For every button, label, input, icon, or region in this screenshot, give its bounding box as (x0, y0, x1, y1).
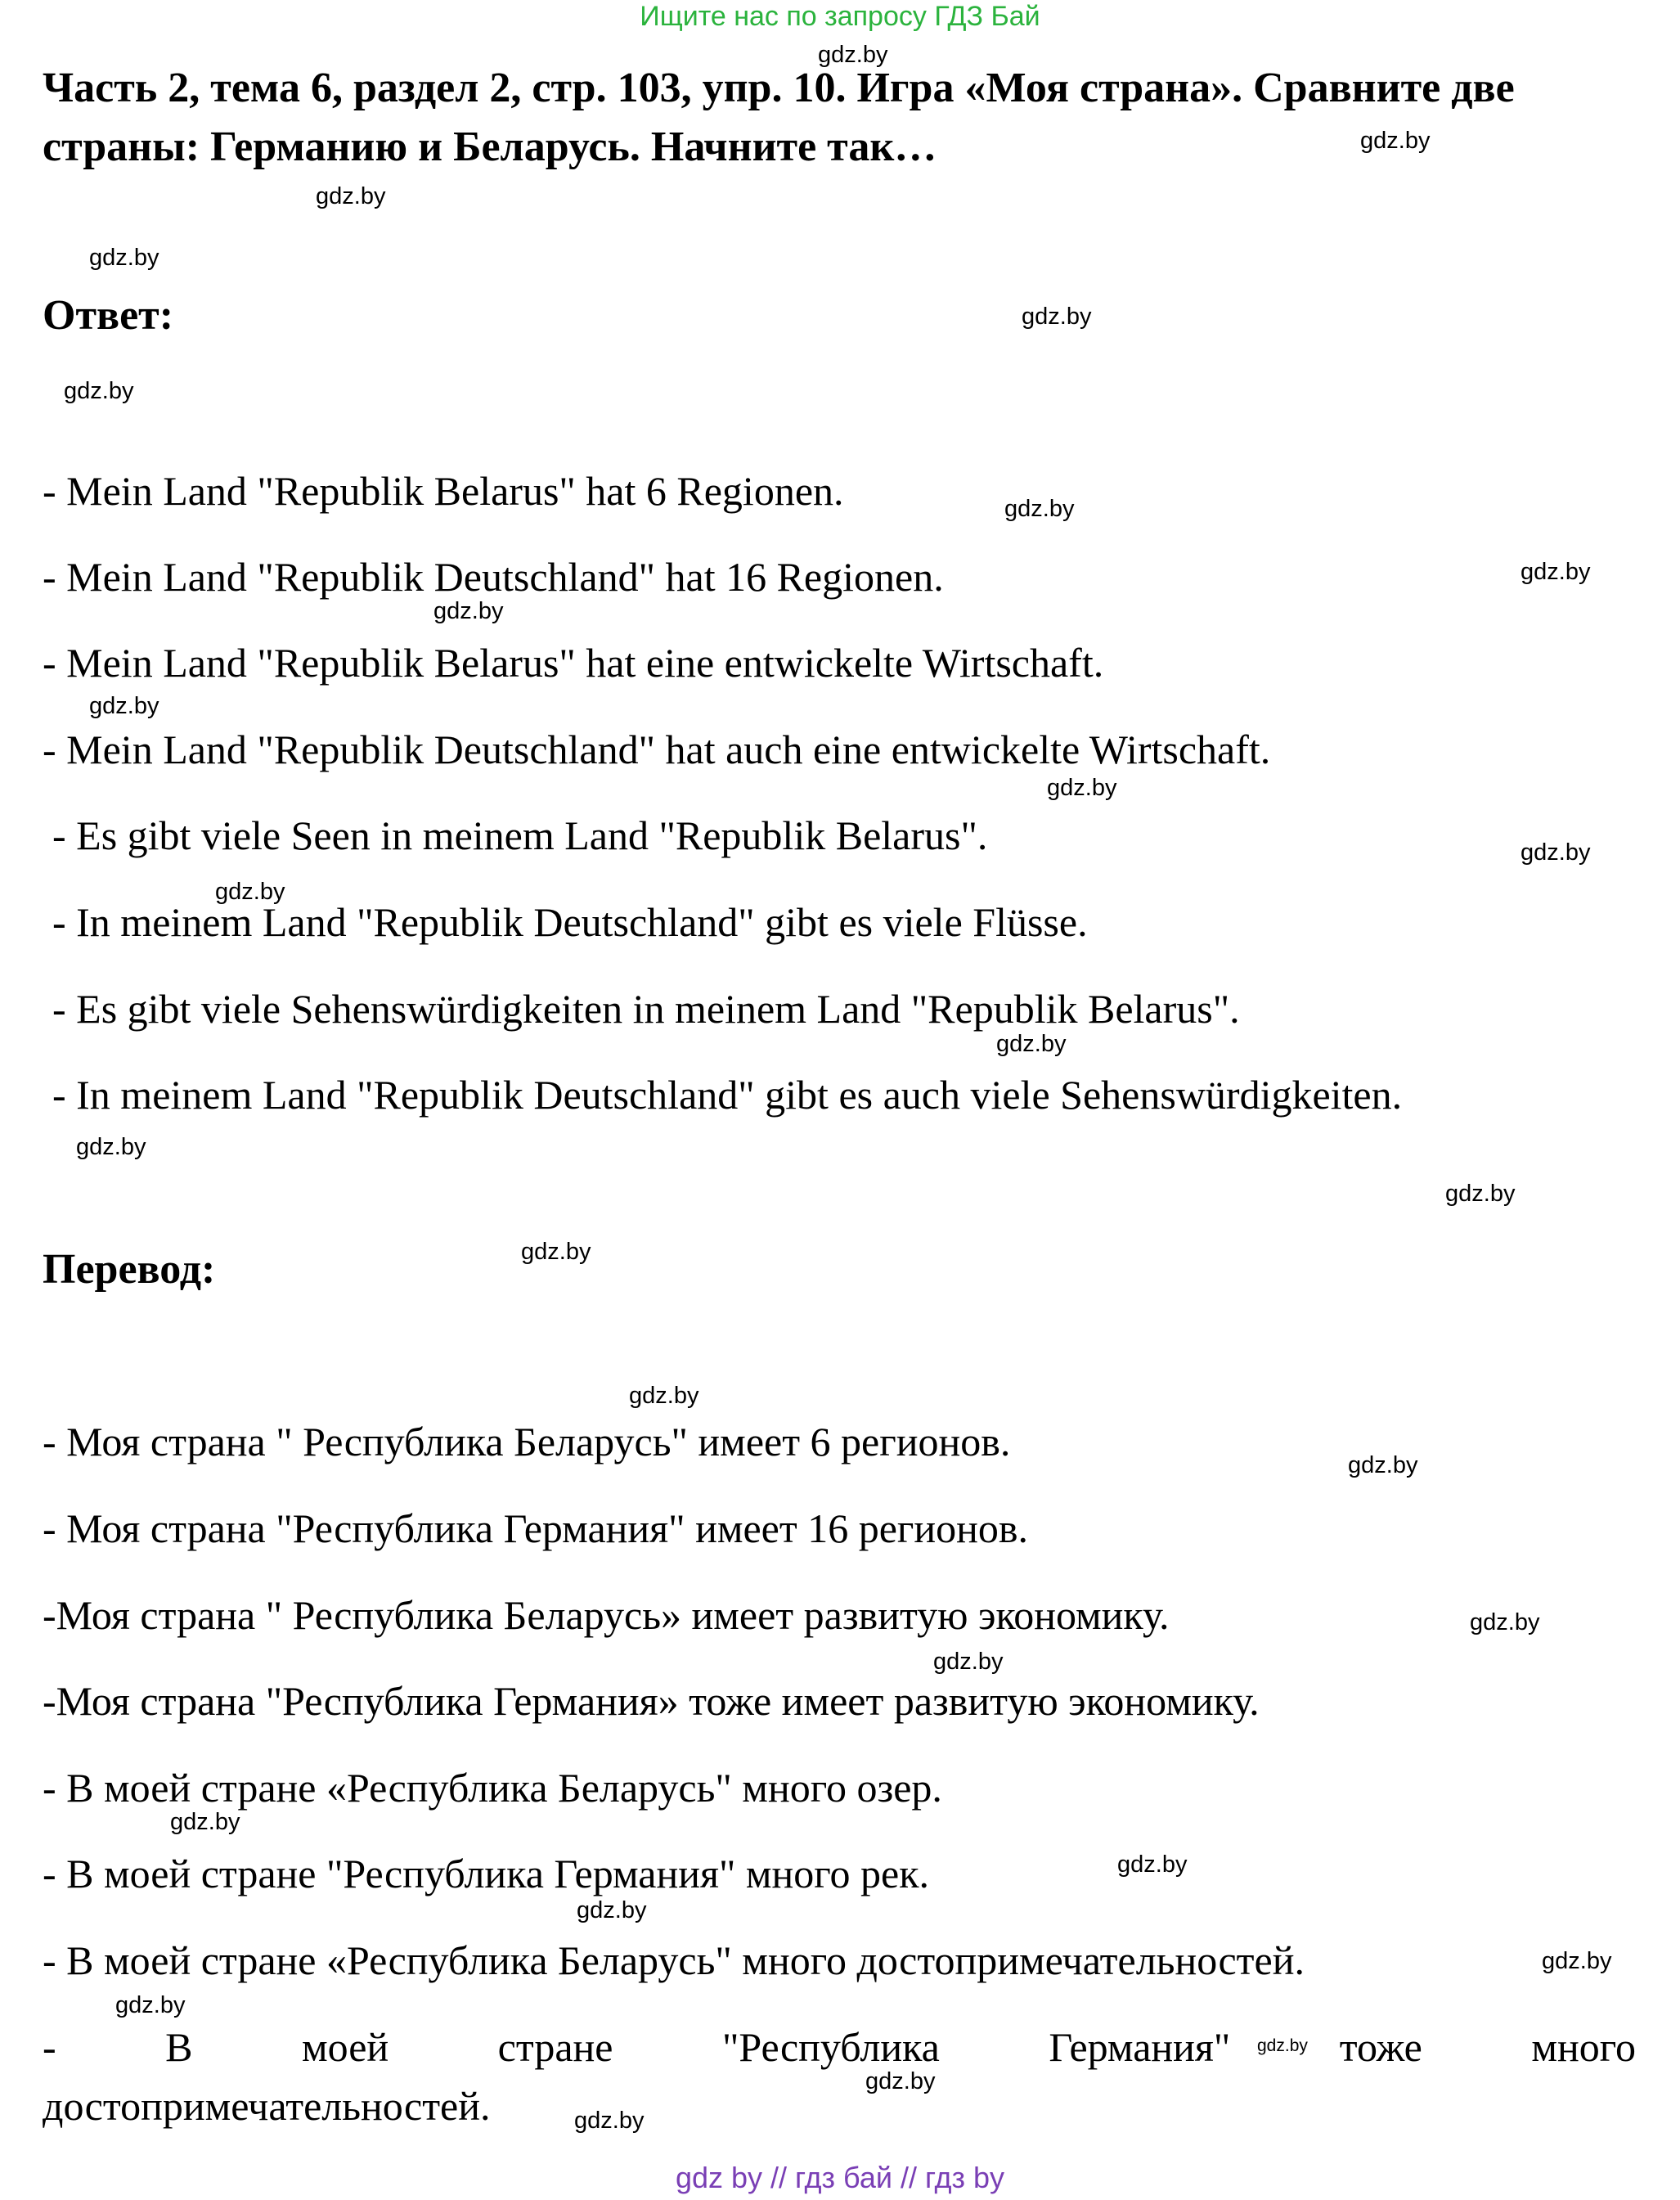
answer-line-3: - Mein Land "Republik Belarus" hat eine entwickelte Wirtschaft. (43, 640, 1104, 686)
watermark: gdz.by (1445, 1181, 1516, 1207)
word: много (1531, 2024, 1636, 2070)
watermark: gdz.by (865, 2068, 936, 2094)
watermark: gdz.by (170, 1809, 240, 1835)
watermark: gdz.by (1022, 304, 1092, 330)
answer-line-1: - Mein Land "Republik Belarus" hat 6 Regionen. (43, 468, 844, 514)
word: "Республика (721, 2024, 940, 2070)
watermark: gdz.by (1521, 559, 1591, 585)
watermark: gdz.by (89, 245, 159, 271)
answer-line-4: - Mein Land "Republik Deutschland" hat auch eine entwickelte Wirtschaft. (43, 727, 1271, 772)
translation-line-8-continuation: достопримечательностей. (43, 2083, 491, 2129)
watermark: gdz.by (316, 183, 386, 209)
translation-line-1: - Моя страна " Республика Беларусь" имеет 6 регионов. (43, 1419, 1011, 1464)
translation-line-5: - В моей стране «Республика Беларусь" много озер. (43, 1765, 942, 1811)
watermark: gdz.by (1047, 775, 1117, 801)
watermark: gdz.by (818, 42, 888, 68)
watermark: gdz.by (574, 2108, 645, 2134)
word: моей (301, 2024, 389, 2070)
watermark: gdz.by (215, 879, 285, 905)
translation-line-8 (43, 2022, 1636, 2072)
watermark: gdz.by (76, 1134, 146, 1160)
watermark: gdz.by (1004, 496, 1075, 522)
watermark: gdz.by (1542, 1948, 1612, 1974)
word: тоже (1339, 2024, 1422, 2070)
answer-line-6: - In meinem Land "Republik Deutschland" gibt es viele Flüsse. (52, 899, 1088, 945)
watermark: gdz.by (433, 598, 504, 624)
answer-line-5: - Es gibt viele Seen in meinem Land "Republik Belarus". (52, 812, 988, 858)
watermark: gdz.by (629, 1383, 699, 1409)
translation-line-4: -Моя страна "Республика Германия» тоже имеет развитую экономику. (43, 1678, 1260, 1724)
watermark: gdz.by (1348, 1452, 1418, 1478)
watermark: gdz.by (1360, 128, 1431, 154)
word: стране (497, 2024, 613, 2070)
watermark: gdz.by (1521, 839, 1591, 866)
watermark: gdz.by (115, 1992, 186, 2018)
footer-links: gdz by // гдз бай // гдз by (675, 2161, 1005, 2194)
watermark: gdz.by (1257, 2036, 1308, 2055)
translation-heading: Перевод: (43, 1246, 216, 1293)
answer-heading: Ответ: (43, 292, 174, 339)
watermark: gdz.by (1117, 1851, 1188, 1878)
answer-line-7: - Es gibt viele Sehenswürdigkeiten in meinem Land "Republik Belarus". (52, 986, 1240, 1032)
word: Германия" (1049, 2024, 1231, 2070)
watermark: gdz.by (996, 1031, 1067, 1057)
translation-line-3: -Моя страна " Республика Беларусь» имеет развитую экономику. (43, 1592, 1170, 1638)
translation-line-7: - В моей стране «Республика Беларусь" много достопримечательностей. (43, 1937, 1305, 1983)
word: В (165, 2024, 193, 2070)
watermark: gdz.by (1470, 1609, 1540, 1635)
watermark: gdz.by (89, 693, 159, 719)
watermark: gdz.by (64, 378, 134, 404)
watermark: gdz.by (521, 1239, 591, 1265)
search-banner: Ищите нас по запросу ГДЗ Бай (640, 1, 1040, 32)
translation-line-6: - В моей стране "Республика Германия" много рек. (43, 1851, 930, 1896)
answer-line-2: - Mein Land "Republik Deutschland" hat 16 Regionen. (43, 554, 944, 600)
watermark: gdz.by (577, 1897, 647, 1923)
word: - (43, 2024, 56, 2070)
answer-line-8: - In meinem Land "Republik Deutschland" gibt es auch viele Sehenswürdigkeiten. (52, 1072, 1403, 1118)
translation-line-2: - Моя страна "Республика Германия" имеет 16 регионов. (43, 1505, 1029, 1551)
exercise-title: Часть 2, тема 6, раздел 2, стр. 103, упр. 10. Игра «Моя страна». Сравните две страны: Германию и Беларусь. Начните так… (43, 65, 1515, 170)
watermark: gdz.by (933, 1649, 1004, 1675)
